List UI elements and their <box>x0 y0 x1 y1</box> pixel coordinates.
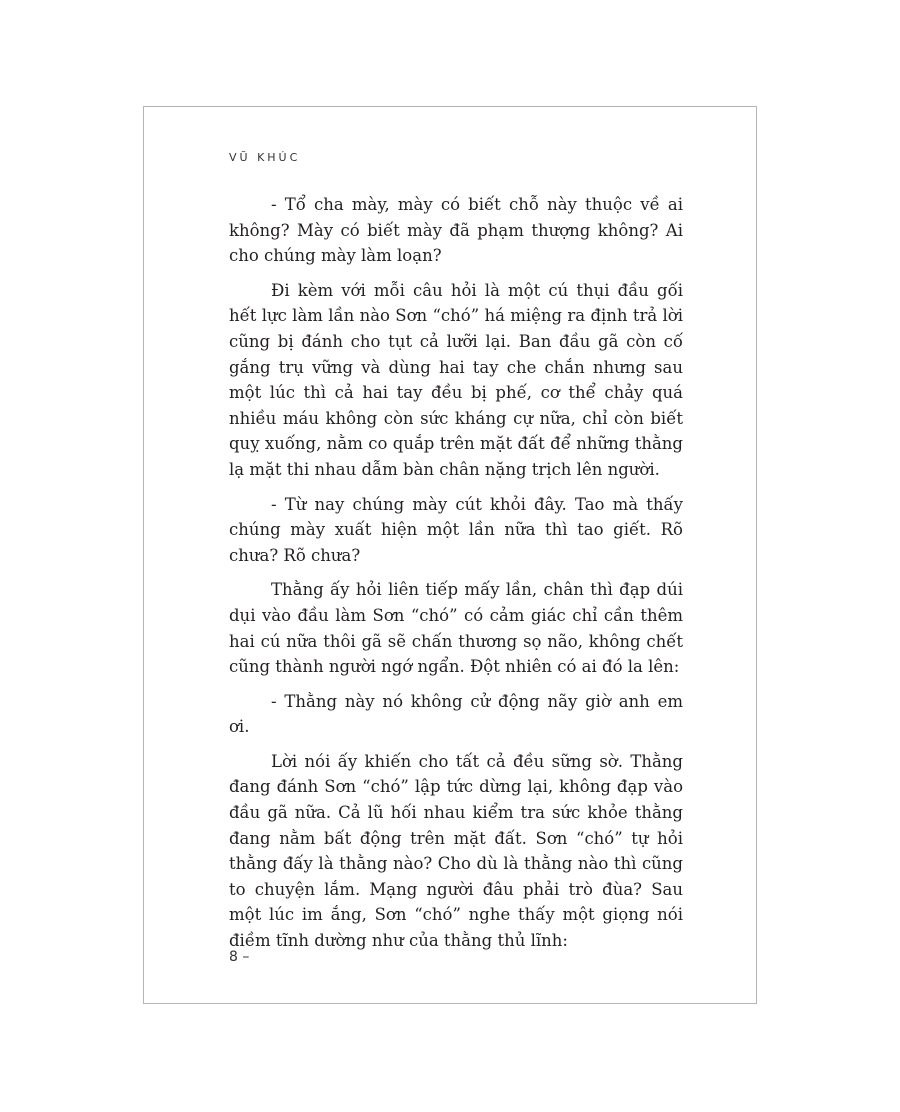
book-page <box>143 106 757 1004</box>
paragraph: - Từ nay chúng mày cút khỏi đây. Tao mà thấy chúng mày xuất hiện một lần nữa thì tao giết. Rõ chưa? Rõ chưa? <box>229 494 683 565</box>
running-title: VŨ KHÚC <box>229 151 301 164</box>
paragraph: Đi kèm với mỗi câu hỏi là một cú thụi đầu gối hết lực làm lần nào Sơn “chó” há miệng ra định trả lời cũng bị đánh cho tụt cả lưỡi lại. Ban đầu gã còn cố gắng trụ vững và dùng hai tay che chắn nhưng sau một lúc thì cả hai tay đều bị phế, cơ thể chảy quá nhiều máu không còn sức kháng cự nữa, chỉ còn biết quỵ xuống, nằm co quắp trên mặt đất để những thằng lạ mặt thi nhau dẫm bàn chân nặng trịch lên người. <box>229 280 683 479</box>
paragraph: - Tổ cha mày, mày có biết chỗ này thuộc về ai không? Mày có biết mày đã phạm thượng không? Ai cho chúng mày làm loạn? <box>229 195 683 266</box>
paragraph: Lời nói ấy khiến cho tất cả đều sững sờ. Thằng đang đánh Sơn “chó” lập tức dừng lại, không đạp vào đầu gã nữa. Cả lũ hối nhau kiểm tra sức khỏe thằng đang nằm bất động trên mặt đất. Sơn “chó” tự hỏi thằng đấy là thằng nào? Cho dù là thằng nào thì cũng to chuyện lắm. Mạng người đâu phải trò đùa? Sau một lúc im ắng, Sơn “chó” nghe thấy một giọng nói điềm tĩnh dường như của thằng thủ lĩnh: <box>229 751 683 951</box>
page-number: 8 – <box>229 949 250 965</box>
body-text <box>229 192 683 963</box>
paragraph: Thằng ấy hỏi liên tiếp mấy lần, chân thì đạp dúi dụi vào đầu làm Sơn “chó” có cảm giác chỉ cần thêm hai cú nữa thôi gã sẽ chấn thương sọ não, không chết cũng thành người ngớ ngẩn. Đột nhiên có ai đó la lên: <box>229 580 683 677</box>
paragraph: - Thằng này nó không cử động nãy giờ anh em ơi. <box>229 691 683 737</box>
